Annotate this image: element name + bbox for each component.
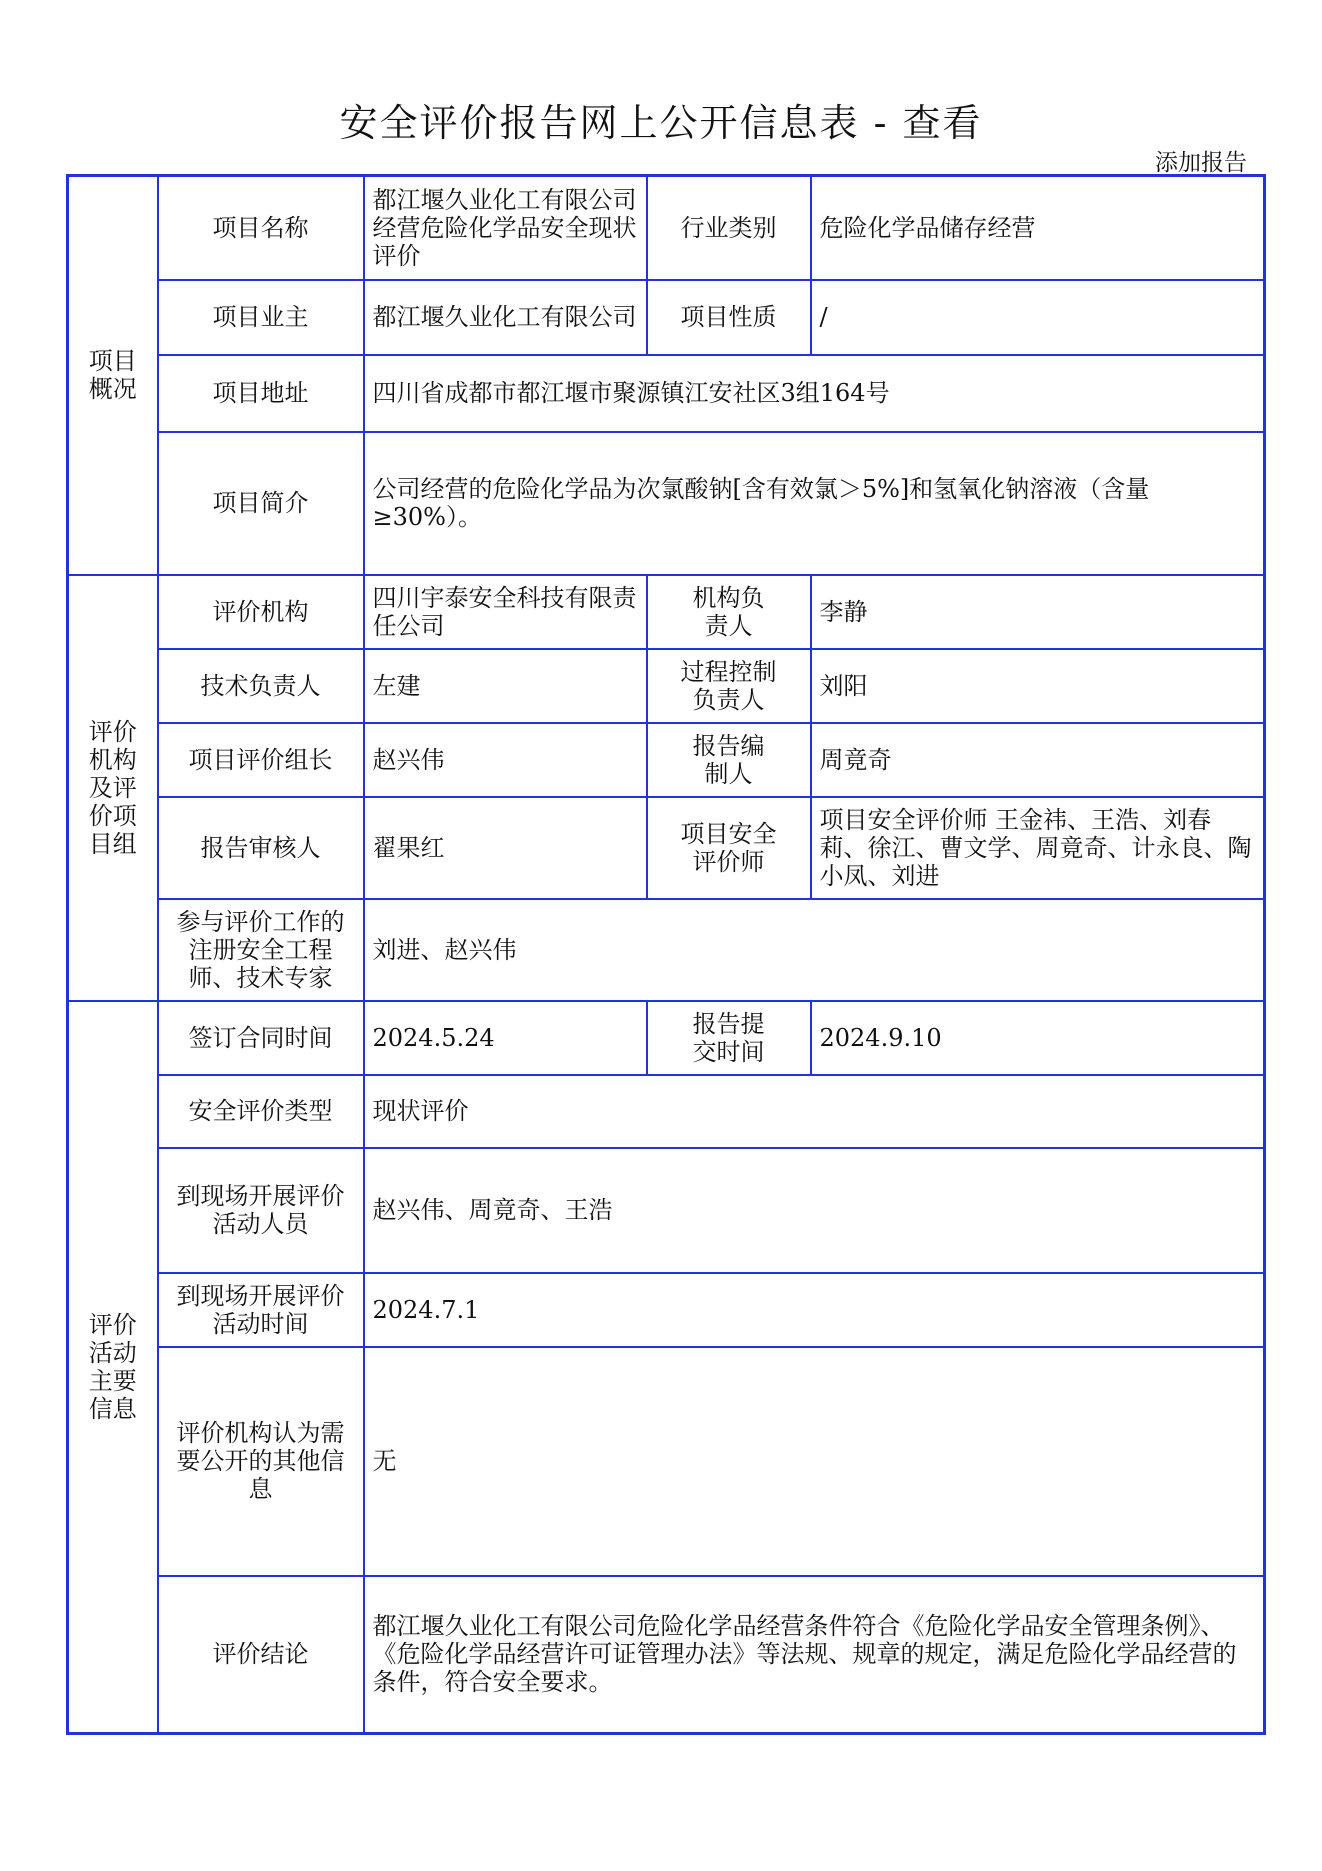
type-label: 安全评价类型	[158, 1075, 364, 1148]
conclusion-value: 都江堰久业化工有限公司危险化学品经营条件符合《危险化学品安全管理条例》、《危险化学品经营许可证管理办法》等法规、规章的规定，满足危险化学品经营的条件，符合安全要求。	[364, 1576, 1265, 1734]
institution-label: 评价机构	[158, 575, 364, 649]
type-value: 现状评价	[364, 1075, 1265, 1148]
experts-value: 刘进、赵兴伟	[364, 899, 1265, 1001]
intro-label: 项目简介	[158, 432, 364, 575]
nature-label: 项目性质	[647, 280, 811, 355]
onsite-people-label: 到现场开展评价活动人员	[158, 1148, 364, 1273]
table-row	[68, 1273, 1265, 1347]
evaluators-value: 项目安全评价师 王金祎、王浩、刘春莉、徐江、曹文学、周竟奇、计永良、陶小凤、刘进	[811, 797, 1265, 899]
address-label: 项目地址	[158, 355, 364, 432]
other-value: 无	[364, 1347, 1265, 1576]
table-row	[68, 649, 1265, 723]
industry-label: 行业类别	[647, 176, 811, 280]
process-label: 过程控制负责人	[647, 649, 811, 723]
add-report-link[interactable]: 添加报告	[1155, 150, 1247, 176]
table-row	[68, 1001, 1265, 1075]
tech-label: 技术负责人	[158, 649, 364, 723]
process-value: 刘阳	[811, 649, 1265, 723]
section-org: 评价机构及评价项目组	[68, 575, 158, 1001]
owner-label: 项目业主	[158, 280, 364, 355]
table-row	[68, 176, 1265, 280]
reviewer-value: 翟果红	[364, 797, 647, 899]
industry-value: 危险化学品储存经营	[811, 176, 1265, 280]
table-row	[68, 1075, 1265, 1148]
leader-value: 赵兴伟	[364, 723, 647, 797]
table-row	[68, 280, 1265, 355]
nature-value: /	[811, 280, 1265, 355]
compiler-label: 报告编制人	[647, 723, 811, 797]
project-name-label: 项目名称	[158, 176, 364, 280]
table-row	[68, 899, 1265, 1001]
project-name-value: 都江堰久业化工有限公司经营危险化学品安全现状评价	[364, 176, 647, 280]
contract-label: 签订合同时间	[158, 1001, 364, 1075]
table-row	[68, 1347, 1265, 1576]
info-table	[66, 174, 1266, 1735]
conclusion-label: 评价结论	[158, 1576, 364, 1734]
other-label: 评价机构认为需要公开的其他信息	[158, 1347, 364, 1576]
intro-value: 公司经营的危险化学品为次氯酸钠[含有效氯＞5%]和氢氧化钠溶液（含量≥30%）。	[364, 432, 1265, 575]
address-value: 四川省成都市都江堰市聚源镇江安社区3组164号	[364, 355, 1265, 432]
submit-label: 报告提交时间	[647, 1001, 811, 1075]
experts-label: 参与评价工作的注册安全工程师、技术专家	[158, 899, 364, 1001]
page-title: 安全评价报告网上公开信息表 - 查看	[339, 101, 983, 145]
table-row	[68, 432, 1265, 575]
section-activity: 评价活动主要信息	[68, 1001, 158, 1734]
contract-value: 2024.5.24	[364, 1001, 647, 1075]
onsite-time-value: 2024.7.1	[364, 1273, 1265, 1347]
table-row	[68, 355, 1265, 432]
onsite-people-value: 赵兴伟、周竟奇、王浩	[364, 1148, 1265, 1273]
head-label: 机构负责人	[647, 575, 811, 649]
tech-value: 左建	[364, 649, 647, 723]
reviewer-label: 报告审核人	[158, 797, 364, 899]
submit-value: 2024.9.10	[811, 1001, 1265, 1075]
table-row	[68, 797, 1265, 899]
table-row	[68, 1576, 1265, 1734]
section-overview: 项目概况	[68, 176, 158, 575]
onsite-time-label: 到现场开展评价活动时间	[158, 1273, 364, 1347]
evaluators-label: 项目安全评价师	[647, 797, 811, 899]
leader-label: 项目评价组长	[158, 723, 364, 797]
owner-value: 都江堰久业化工有限公司	[364, 280, 647, 355]
table-row	[68, 723, 1265, 797]
table-row	[68, 575, 1265, 649]
table-row	[68, 1148, 1265, 1273]
compiler-value: 周竟奇	[811, 723, 1265, 797]
head-value: 李静	[811, 575, 1265, 649]
institution-value: 四川宇泰安全科技有限责任公司	[364, 575, 647, 649]
